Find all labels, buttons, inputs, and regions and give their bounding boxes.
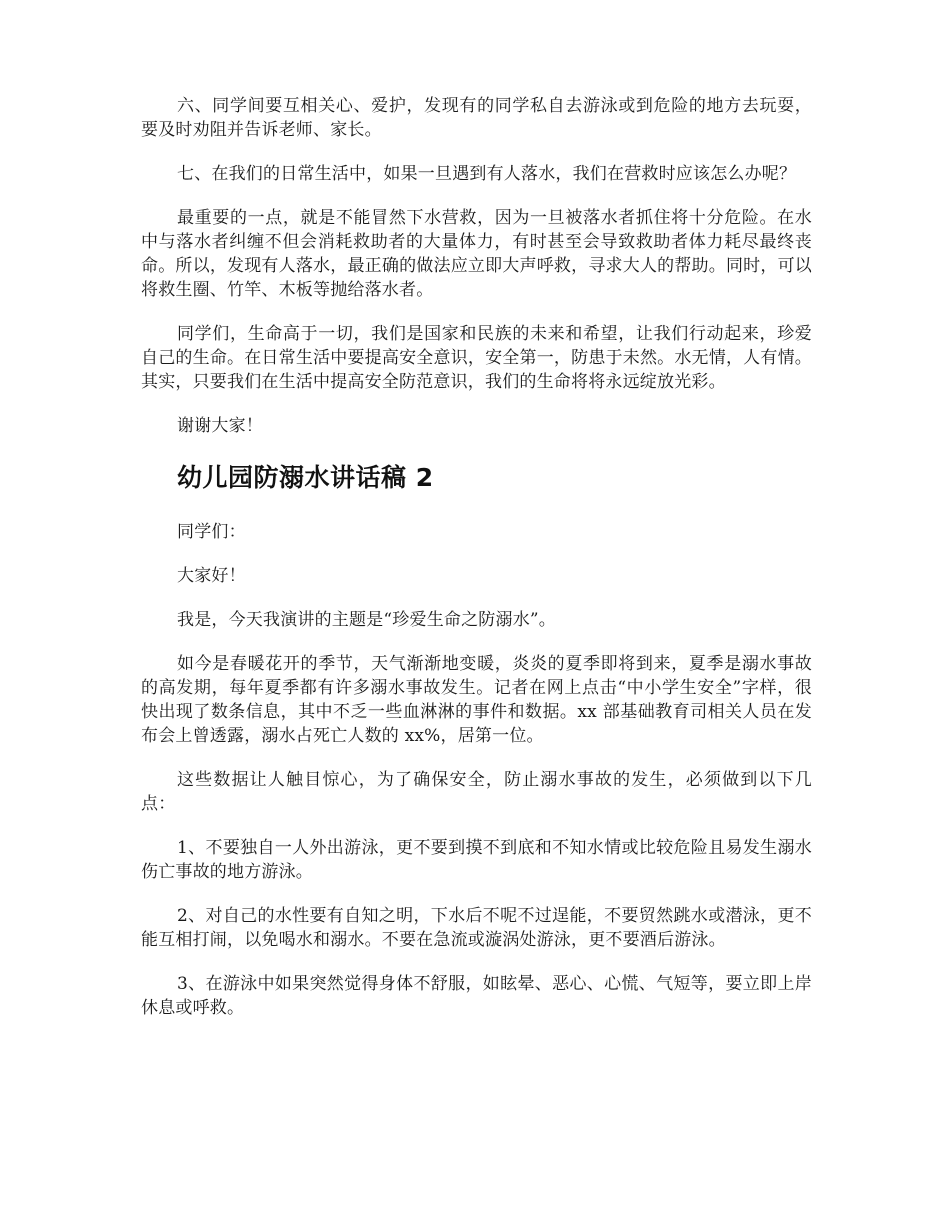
paragraph-topic: 我是，今天我演讲的主题是“珍爱生命之防溺水”。 (177, 610, 556, 630)
document-body (141, 94, 812, 1040)
paragraph-thanks: 谢谢大家！ (177, 416, 263, 436)
paragraph-point-3: 3、在游泳中如果突然觉得身体不舒服，如眩晕、恶心、心慌、气短等，要立即上岸休息或呼救。 (141, 974, 812, 1018)
paragraph-6: 六、同学间要互相关心、爱护，发现有的同学私自去游泳或到危险的地方去玩耍，要及时劝阻并告诉老师、家长。 (141, 96, 812, 140)
section-heading: 幼儿园防溺水讲话稿 2 (177, 463, 434, 492)
paragraph-greeting-all: 大家好！ (177, 566, 246, 586)
paragraph-rescue: 最重要的一点，就是不能冒然下水营救，因为一旦被落水者抓住将十分危险。在水中与落水者纠缠不但会消耗救助者的大量体力，有时甚至会导致救助者体力耗尽最终丧命。所以，发现有人落水，最正确的做法应立即大声呼救，寻求大人的帮助。同时，可以将救生圈、竹竿、木板等抛给落水者。 (141, 208, 812, 300)
paragraph-conclusion: 同学们，生命高于一切，我们是国家和民族的未来和希望，让我们行动起来，珍爱自己的生命。在日常生活中要提高安全意识，安全第一，防患于未然。水无情，人有情。其实，只要我们在生活中提高安全防范意识，我们的生命将将永远绽放光彩。 (141, 324, 812, 392)
paragraph-point-1: 1、不要独自一人外出游泳，更不要到摸不到底和不知水情或比较危险且易发生溺水伤亡事故的地方游泳。 (141, 838, 812, 882)
paragraph-point-2: 2、对自己的水性要有自知之明，下水后不呢不过逞能，不要贸然跳水或潜泳，更不能互相打闹，以免喝水和溺水。不要在急流或漩涡处游泳，更不要酒后游泳。 (141, 906, 812, 950)
paragraph-season: 如今是春暖花开的季节，天气渐渐地变暖，炎炎的夏季即将到来，夏季是溺水事故的高发期，每年夏季都有许多溺水事故发生。记者在网上点击“中小学生安全”字样，很快出现了数条信息，其中不乏一些血淋淋的事件和数据。xx 部基础教育司相关人员在发布会上曾透露，溺水占死亡人数的 xx%，居第一位。 (141, 654, 812, 746)
paragraph-greeting-students: 同学们： (177, 522, 246, 542)
paragraph-7: 七、在我们的日常生活中，如果一旦遇到有人落水，我们在营救时应该怎么办呢？ (177, 164, 797, 184)
paragraph-data: 这些数据让人触目惊心，为了确保安全，防止溺水事故的发生，必须做到以下几点： (141, 770, 812, 814)
